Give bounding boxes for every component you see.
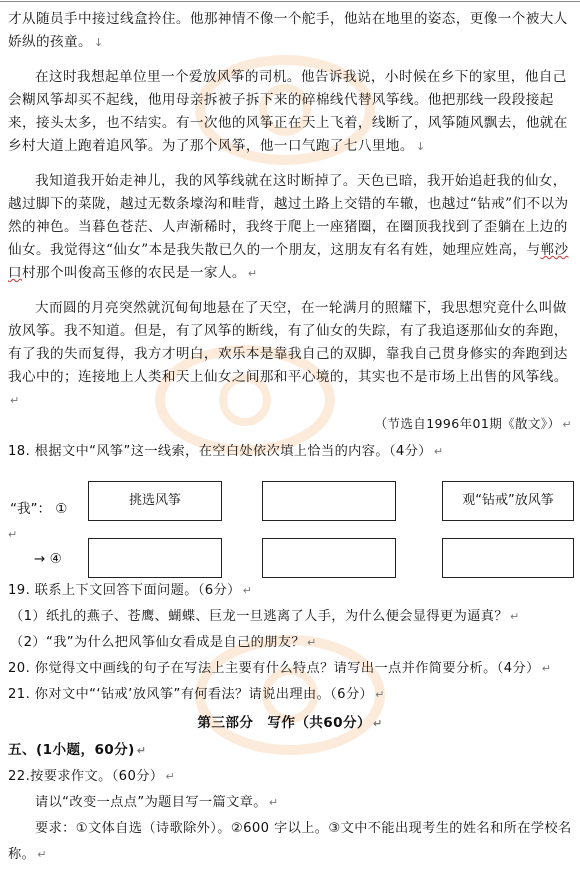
diagram-row2-label: → ④: [34, 551, 62, 567]
answer-box-4[interactable]: [88, 538, 222, 578]
answer-box-2[interactable]: [262, 481, 396, 521]
question-19: 19. 联系上下文回答下面问题。（6分） ↵: [8, 583, 253, 598]
question-20: 20. 你觉得文中画线的句子在写法上主要有什么特点？请写出一点并作简要分析。（4分） ↵: [8, 661, 552, 676]
answer-box-5[interactable]: [262, 538, 396, 578]
answer-box-3[interactable]: 观“钻戒”放风筝: [442, 481, 574, 521]
underlined-place-name: 郸沙口: [8, 242, 569, 281]
section-5-heading: 五、(1小题，60分) ↵: [8, 742, 147, 758]
essay-prompt: 请以“改变一点点”为题目写一篇文章。 ↵: [35, 795, 279, 810]
question-18: 18. 根据文中“风筝”这一线索，在空白处依次填上恰当的内容。（4分） ↵: [8, 444, 444, 459]
answer-box-6[interactable]: [442, 538, 574, 578]
essay-requirements: 要求：①文体自选（诗歌除外）。②600 字以上。③文中不能出现考生的姓名和所在学校名称。 ↵: [8, 821, 572, 862]
answer-box-1[interactable]: 挑选风筝: [88, 481, 222, 521]
paragraph-0: 才从随员手中接过线盒拎住。他那神情不像一个舵手，他站在地里的姿态，更像一个被大人娇纵的孩童。 ↓: [8, 11, 568, 50]
question-22: 22.按要求作文。（60分） ↵: [8, 769, 176, 784]
top-rule: [0, 1, 580, 2]
paragraph-2: 我知道我开始走神儿，我的风筝线就在这时断掉了。天色已暗，我开始追赶我的仙女，越过脚下的菜陇，越过无数条壕沟和畦背，越过土路上交错的车辙，也越过“钻戒”们不以为然的神色。当暮色苍茫、人声渐稀时，我终于爬上一座猪圈，在圈顶我找到了歪躺在上边的仙女。我觉得这“仙女”本是我失散已久的一个朋友，这朋友有名有姓，她理应姓高，与郸沙口村那个叫俊高玉修的农民是一家人。 ↵: [8, 173, 569, 281]
paragraph-3: 大而圆的月亮突然就沉甸甸地悬在了天空，在一轮满月的照耀下，我思想究竟什么叫做放风筝。我不知道。但是，有了风筝的断线，有了仙女的失踪，有了我追逐那仙女的奔跑，有了我的失而复得，我方才明白，欢乐本是靠我自己的双脚，靠我自己贯身修实的奔跑到达我心中的；连接地上人类和天上仙女之间那和平心境的，其实也不是市场上出售的风筝线。↵: [8, 300, 568, 407]
return-mark: ↵: [8, 528, 18, 541]
diagram-row1-label: “我”： ①: [10, 501, 68, 517]
question-19-2: （2）“我”为什么把风筝仙女看成是自己的朋友？ ↵: [10, 635, 317, 650]
source-citation: （节选自1996年01期《散文》） ↵: [374, 416, 572, 431]
question-21: 21. 你对文中“‘钻戒’放风筝”有何看法？请说出理由。（6分） ↵: [8, 687, 385, 702]
passage: [8, 8, 572, 436]
paragraph-1: 在这时我想起单位里一个爱放风筝的司机。他告诉我说，小时候在乡下的家里，他自己会糊风筝却买不起线，他用母亲拆被子拆下来的碎棉线代替风筝线。他把那线一段段接起来，接头太多，也不结实。有一次他的风筝正在天上飞着，线断了，风筝随风飘去，他就在乡村大道上跑着追风筝。为了那个风筝，他一口气跑了七八里地。 ↓: [8, 69, 568, 154]
question-19-1: （1）纸扎的燕子、苍鹰、蝴蝶、巨龙一旦逃离了人手，为什么便会显得更为逼真？ ↵: [10, 609, 520, 624]
part-3-writing: [8, 710, 572, 868]
questions-19-21: [8, 578, 572, 708]
part-3-title: 第三部分 写作（共60分） ↵: [197, 715, 383, 731]
